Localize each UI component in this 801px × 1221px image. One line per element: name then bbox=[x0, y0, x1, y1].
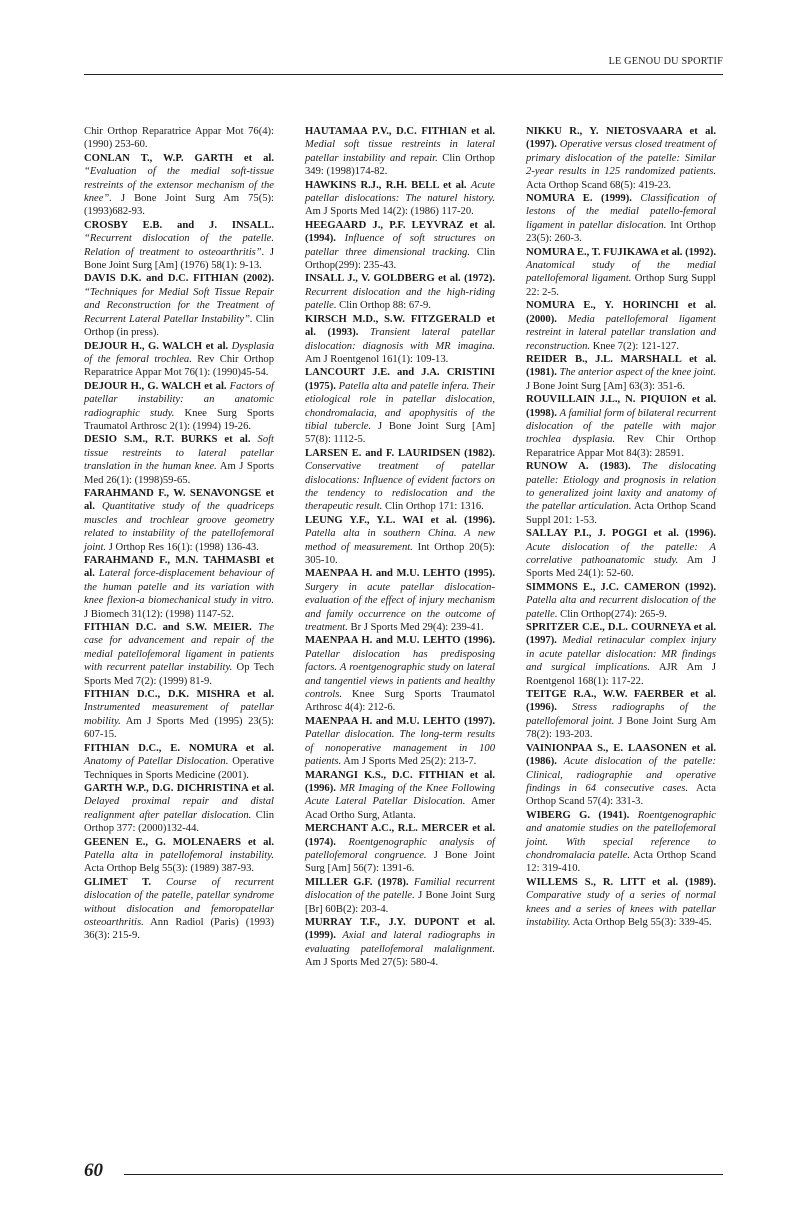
page-number: 60 bbox=[84, 1160, 103, 1181]
reference-entry bbox=[305, 179, 495, 219]
reference-source: Clin Orthop 349: (1998)174-82. bbox=[305, 152, 495, 178]
reference-entry bbox=[84, 688, 274, 742]
reference-authors: KIRSCH M.D., S.W. FITZGERALD et al. (1993). bbox=[305, 313, 495, 339]
reference-column-2 bbox=[305, 125, 495, 970]
reference-source: J Orthop Res 16(1): (1998) 136-43. bbox=[108, 541, 259, 553]
running-header: LE GENOU DU SPORTIF bbox=[608, 56, 723, 67]
reference-entry bbox=[526, 809, 716, 876]
reference-source: Clin Orthop(274): 265-9. bbox=[560, 608, 667, 620]
reference-entry bbox=[526, 460, 716, 527]
reference-authors: CROSBY E.B. and J. INSALL. bbox=[84, 219, 274, 231]
reference-source: Acta Orthop Scand 68(5): 419-23. bbox=[526, 179, 672, 191]
reference-entry bbox=[526, 299, 716, 353]
reference-entry bbox=[526, 581, 716, 621]
reference-authors: LARSEN E. and F. LAURIDSEN (1982). bbox=[305, 447, 495, 459]
reference-title: Acute patellar dislocations: The naturel history. bbox=[305, 179, 495, 205]
reference-title: Stress radiographs of the patellofemoral joint. bbox=[526, 702, 716, 727]
reference-authors: MAENPAA H. and M.U. LEHTO (1997). bbox=[305, 715, 495, 727]
reference-entry bbox=[84, 554, 274, 621]
reference-title: Medial retinacular complex injury in acute patellar dislocation: MR findings and surgical implications. bbox=[526, 635, 716, 674]
reference-entry bbox=[84, 836, 274, 876]
reference-authors: MURRAY T.F., J.Y. DUPONT et al. (1999). bbox=[305, 916, 495, 942]
footer-rule bbox=[124, 1174, 723, 1175]
reference-entry bbox=[526, 742, 716, 809]
reference-entry bbox=[526, 353, 716, 393]
reference-entry bbox=[526, 527, 716, 581]
reference-source: Knee Surg Sports Traumatol Arthrosc 4(4): 212-6. bbox=[305, 689, 495, 714]
header-rule bbox=[84, 74, 723, 75]
reference-authors: FITHIAN D.C., D.K. MISHRA et al. bbox=[84, 689, 274, 701]
reference-title: Patella alta in southern China. A new method of measurement. bbox=[305, 528, 495, 553]
reference-entry bbox=[305, 822, 495, 876]
reference-source: J Bone Joint Surg [Am] 57(8): 1112-5. bbox=[305, 420, 496, 446]
reference-authors: LEUNG Y.F., Y.L. WAI et al. (1996). bbox=[305, 514, 495, 526]
reference-title: Instrumented measurement of patellar mobility. bbox=[84, 702, 274, 727]
reference-authors: FARAHMAND F., M.N. TAHMASBI et al. bbox=[84, 555, 274, 580]
reference-source: J Bone Joint Surg [Am] 56(7): 1391-6. bbox=[305, 849, 496, 875]
reference-title: Dysplasia of the femoral trochlea. bbox=[84, 340, 274, 365]
reference-title: The dislocating patelle: Etiology and prognosis in relation to generalized joint laxity and anatomy of the patellar articulation. bbox=[526, 461, 716, 513]
reference-authors: INSALL J., V. GOLDBERG et al. (1972). bbox=[305, 273, 495, 285]
reference-authors: MAENPAA H. and M.U. LEHTO (1995). bbox=[305, 568, 495, 580]
reference-authors: GEENEN E., G. MOLENAERS et al. bbox=[84, 836, 274, 848]
reference-authors: NOMURA E., T. FUJIKAWA et al. (1992). bbox=[526, 246, 716, 258]
reference-authors: CONLAN T., W.P. GARTH et al. bbox=[84, 152, 274, 164]
reference-entry bbox=[526, 246, 716, 300]
reference-source: Rev Chir Orthop Reparatrice Appar Mot 84(3): 28591. bbox=[526, 434, 716, 459]
reference-title: Familial recurrent dislocation of the patelle. bbox=[305, 876, 495, 902]
reference-authors: MILLER G.F. (1978). bbox=[305, 876, 409, 888]
reference-title: MR Imaging of the Knee Following Acute Lateral Patellar Dislocation. bbox=[305, 782, 495, 808]
reference-entry bbox=[305, 916, 495, 970]
reference-source: AJR Am J Roentgenol 168(1): 117-22. bbox=[526, 662, 716, 687]
reference-authors: DAVIS D.K. and D.C. FITHIAN (2002). bbox=[84, 273, 274, 285]
reference-title: Influence of soft structures on patellar three dimensional tracking. bbox=[305, 233, 495, 258]
reference-title: Patellar dislocation. The long-term results of nonoperative management in 100 patients. bbox=[305, 729, 495, 768]
reference-title: The case for advancement and repair of the medial patellofemoral ligament in patients with recurrent patellar instability. bbox=[84, 622, 274, 674]
reference-authors: FARAHMAND F., W. SENAVONGSE et al. bbox=[84, 487, 274, 513]
reference-entry bbox=[305, 876, 495, 916]
reference-title: Acute dislocation of the patelle: A correlative pathoanatomic study. bbox=[526, 541, 716, 566]
reference-title: Classification of lestons of the medial patello-femoral ligament in patellar dislocation. bbox=[526, 193, 716, 231]
reference-authors: NIKKU R., Y. NIETOSVAARA et al. (1997). bbox=[526, 126, 716, 151]
reference-entry bbox=[305, 313, 495, 367]
reference-entry bbox=[526, 621, 716, 688]
reference-title: Recurrent dislocation and the high-riding patelle. bbox=[305, 286, 495, 312]
reference-authors: SALLAY P.I., J. POGGI et al. (1996). bbox=[526, 528, 716, 540]
reference-title: “Techniques for Medial Soft Tissue Repair and Reconstruction for the Treatment of Recurrent Lateral Patellar Instability”. bbox=[84, 286, 274, 325]
reference-entry bbox=[84, 487, 274, 554]
reference-authors: FITHIAN D.C., E. NOMURA et al. bbox=[84, 742, 274, 754]
reference-entry bbox=[305, 567, 495, 634]
reference-authors: MARANGI K.S., D.C. FITHIAN et al. (1996). bbox=[305, 769, 495, 794]
reference-title: Acute dislocation of the patelle: Clinical, radiographie and operative findings in 64 consecutive cases. bbox=[526, 756, 716, 794]
reference-source: Am J Sports Med 14(2): (1986) 117-20. bbox=[305, 206, 474, 218]
reference-entry bbox=[84, 782, 274, 836]
reference-title: Roentgenographic analysis of patellofemoral congruence. bbox=[305, 836, 495, 861]
reference-authors: DEJOUR H., G. WALCH et al. bbox=[84, 340, 229, 352]
reference-entry bbox=[84, 621, 274, 688]
reference-title: Patella alta and recurrent dislocation of the patelle. bbox=[526, 595, 716, 620]
reference-authors: VAINIONPAA S., E. LAASONEN et al. (1986). bbox=[526, 742, 716, 768]
reference-source: Knee 7(2): 121-127. bbox=[592, 340, 679, 352]
reference-title: Transient lateral patellar dislocation: diagnosis with MR imagina. bbox=[305, 327, 495, 352]
reference-source: Acta Orthop Belg 55(3): (1989) 387-93. bbox=[84, 863, 255, 875]
reference-authors: HAUTAMAA P.V., D.C. FITHIAN et al. bbox=[305, 126, 495, 137]
reference-source: J Bone Joint Surg Am 78(2): 193-203. bbox=[526, 715, 716, 741]
reference-authors: GLIMET T. bbox=[84, 876, 152, 888]
reference-entry bbox=[84, 125, 274, 152]
reference-source: Clin Orthop 377: (2000)132-44. bbox=[84, 809, 274, 835]
reference-entry bbox=[84, 876, 274, 943]
reference-source: Am J Sports Med 26(1): (1998)59-65. bbox=[84, 461, 275, 486]
reference-entry bbox=[526, 125, 716, 192]
reference-source: J Bone Joint Surg [Am] (1976) 58(1): 9-13. bbox=[84, 246, 274, 272]
reference-authors: SIMMONS E., J.C. CAMERON (1992). bbox=[526, 581, 716, 593]
reference-authors: ROUVILLAIN J.L., N. PIQUION et al. (1998). bbox=[526, 394, 716, 419]
reference-source: Am J Sports Med 25(2): 213-7. bbox=[343, 756, 477, 768]
reference-source: Int Orthop 20(5): 305-10. bbox=[305, 541, 496, 566]
reference-source: J Bone Joint Surg Am 75(5): (1993)682-93. bbox=[84, 193, 274, 218]
reference-title: Course of recurrent dislocation of the patelle, patellar syndrome without dislocation and femoropatellar osteoarthritis. bbox=[84, 876, 274, 928]
reference-entry bbox=[84, 152, 274, 219]
reference-authors: RUNOW A. (1983). bbox=[526, 461, 631, 473]
reference-authors: HAWKINS R.J., R.H. BELL et al. bbox=[305, 179, 467, 191]
reference-entry bbox=[305, 125, 495, 179]
reference-authors: NOMURA E., Y. HORINCHI et al. (2000). bbox=[526, 300, 716, 325]
reference-title: Roentgenographic and anatomie studies on the patellofemoral joint. With special reference to chondromalacia patelle. bbox=[526, 809, 716, 861]
reference-source: Acta Orthop Belg 55(3): 339-45. bbox=[572, 916, 712, 928]
reference-source: Br J Sports Med 29(4): 239-41. bbox=[350, 622, 484, 634]
reference-source: Am J Roentgenol 161(1): 109-13. bbox=[305, 353, 449, 365]
reference-column-1 bbox=[84, 125, 274, 943]
reference-title: Media patellofemoral ligament restreint in lateral patellar translation and reconstruction. bbox=[526, 313, 716, 352]
reference-source: Acta Orthop Scand 12: 319-410. bbox=[526, 849, 716, 875]
reference-title: The anterior aspect of the knee joint. bbox=[559, 367, 716, 379]
reference-title: Anatomy of Patellar Dislocation. bbox=[84, 756, 229, 768]
reference-entry bbox=[84, 433, 274, 487]
reference-title: Medial soft tissue restreints in lateral patellar instability and repair. bbox=[305, 139, 495, 164]
reference-title: Patellar dislocation has predisposing factors. A roentgenographic study on lateral and tangentiel views in patients and healthy controls. bbox=[305, 648, 495, 701]
reference-source: Orthop Surg Suppl 22: 2-5. bbox=[526, 273, 717, 298]
reference-authors: MERCHANT A.C., R.L. MERCER et al. (1974). bbox=[305, 823, 495, 848]
reference-source: Int Orthop 23(5): 260-3. bbox=[526, 219, 716, 245]
reference-source: Clin Orthop (in press). bbox=[84, 313, 274, 339]
reference-source: Rev Chir Orthop Reparatrice Appar Mot 76(1): (1990)45-54. bbox=[84, 353, 274, 379]
reference-title: Factors of patellar instability: an anatomic radiographic study. bbox=[84, 380, 274, 419]
reference-source: J Biomech 31(12): (1998) 1147-52. bbox=[84, 608, 234, 620]
reference-source: Clin Orthop 88: 67-9. bbox=[339, 300, 431, 312]
reference-source: Am J Sports Med 24(1): 52-60. bbox=[526, 555, 716, 580]
reference-title: Patella alta and patelle infera. Their etiological role in patellar dislocation, chondromalacia, and apophysitis of the tibial tubercle. bbox=[305, 380, 495, 432]
reference-entry bbox=[526, 393, 716, 460]
reference-source: Acta Orthop Scand 57(4): 331-3. bbox=[526, 782, 716, 808]
reference-entry bbox=[305, 514, 495, 568]
reference-authors: REIDER B., J.L. MARSHALL et al. (1981). bbox=[526, 353, 716, 379]
reference-entry bbox=[84, 272, 274, 339]
reference-authors: TEITGE R.A., W.W. FAERBER et al. (1996). bbox=[526, 689, 716, 714]
reference-title: Comparative study of a series of normal knees and a series of knees with patellar instability. bbox=[526, 890, 716, 928]
reference-entry bbox=[84, 742, 274, 782]
reference-entry bbox=[305, 366, 495, 446]
reference-title: Conservative treatment of patellar dislocations: Influence of evident factors on the tendency to redislocation and the therapeutic result. bbox=[305, 461, 495, 513]
reference-source: Operative Techniques in Sports Medicine (2001). bbox=[84, 756, 274, 781]
reference-authors: NOMURA E. (1999). bbox=[526, 193, 632, 205]
reference-title: Operative versus closed treatment of primary dislocation of the patelle: Similar 2-year results in 125 randomized patients. bbox=[526, 139, 716, 178]
reference-title: Axial and lateral radiographs in evaluating patellofemoral malalignment. bbox=[305, 930, 496, 955]
reference-title: Delayed proximal repair and distal realignment after patellar dislocation. bbox=[84, 796, 274, 821]
reference-authors: DEJOUR H., G. WALCH et al. bbox=[84, 380, 227, 392]
reference-entry bbox=[526, 192, 716, 246]
reference-entry bbox=[305, 219, 495, 273]
reference-title: Surgery in acute patellar dislocation-evaluation of the effect of injury mechanism and family occurrence on the outcome of treatment. bbox=[305, 581, 495, 634]
reference-entry bbox=[305, 634, 495, 714]
reference-authors: WILLEMS S., R. LITT et al. (1989). bbox=[526, 876, 716, 888]
reference-entry bbox=[305, 769, 495, 823]
reference-authors: MAENPAA H. and M.U. LEHTO (1996). bbox=[305, 635, 495, 647]
reference-entry bbox=[84, 219, 274, 273]
reference-source: Clin Orthop 171: 1316. bbox=[384, 501, 484, 513]
reference-title: Quantitative study of the quadriceps muscles and trochlear groove geometry related to instability of the patellofemoral joint. bbox=[84, 501, 274, 553]
reference-title: Lateral force-displacement behaviour of the human patelle and its variation with knee flexion-a biomechanical study in vitro. bbox=[84, 568, 274, 607]
reference-authors: SPRITZER C.E., D.L. COURNEYA et al. (1997). bbox=[526, 622, 716, 647]
reference-authors: WIBERG G. (1941). bbox=[526, 809, 630, 821]
reference-source: Acta Orthop Scand Suppl 201: 1-53. bbox=[526, 501, 716, 526]
reference-entry bbox=[305, 272, 495, 312]
reference-title: “Evaluation of the medial soft-tissue restreints of the extensor mechanism of the knee”. bbox=[84, 166, 274, 205]
reference-source: Clin Orthop(299): 235-43. bbox=[305, 246, 496, 272]
reference-source: Chir Orthop Reparatrice Appar Mot 76(4): (1990) 253-60. bbox=[84, 126, 274, 151]
reference-entry bbox=[305, 447, 495, 514]
reference-source: J Bone Joint Surg [Br] 60B(2): 203-4. bbox=[305, 890, 496, 915]
reference-title: A familial form of bilateral recurrent dislocation of the patelle with major trochlea dysplasia. bbox=[526, 407, 717, 446]
reference-source: Ann Radiol (Paris) (1993) 36(3): 215-9. bbox=[84, 916, 274, 942]
reference-source: J Bone Joint Surg [Am] 63(3): 351-6. bbox=[526, 380, 685, 392]
reference-title: Anatomical study of the medial patellofemoral ligament. bbox=[526, 260, 716, 285]
reference-source: Am J Sports Med 27(5): 580-4. bbox=[305, 957, 439, 969]
reference-authors: LANCOURT J.E. and J.A. CRISTINI (1975). bbox=[305, 367, 495, 392]
reference-entry bbox=[526, 688, 716, 742]
reference-title: Soft tissue restreints to lateral patellar translation in the human knee. bbox=[84, 434, 274, 473]
reference-entry bbox=[526, 876, 716, 930]
reference-source: Op Tech Sports Med 7(2): (1999) 81-9. bbox=[84, 662, 275, 687]
reference-column-3 bbox=[526, 125, 716, 929]
reference-source: Amer Acad Ortho Surg, Atlanta. bbox=[305, 796, 495, 821]
reference-source: Knee Surg Sports Traumatol Arthrosc 2(1): (1994) 19-26. bbox=[84, 407, 274, 432]
reference-source: Am J Sports Med (1995) 23(5): 607-15. bbox=[84, 715, 274, 741]
reference-entry bbox=[84, 340, 274, 380]
reference-entry bbox=[305, 715, 495, 769]
reference-authors: HEEGAARD J., P.F. LEYVRAZ et al. (1994). bbox=[305, 219, 495, 245]
reference-authors: FITHIAN D.C. and S.W. MEIER. bbox=[84, 622, 252, 634]
reference-authors: GARTH W.P., D.G. DICHRISTINA et al. bbox=[84, 782, 274, 794]
reference-title: “Recurrent dislocation of the patelle. Relation of treatment to osteoarthritis”. bbox=[84, 233, 274, 258]
reference-authors: DESIO S.M., R.T. BURKS et al. bbox=[84, 434, 251, 446]
reference-entry bbox=[84, 380, 274, 434]
reference-title: Patella alta in patellofemoral instability. bbox=[84, 849, 274, 861]
